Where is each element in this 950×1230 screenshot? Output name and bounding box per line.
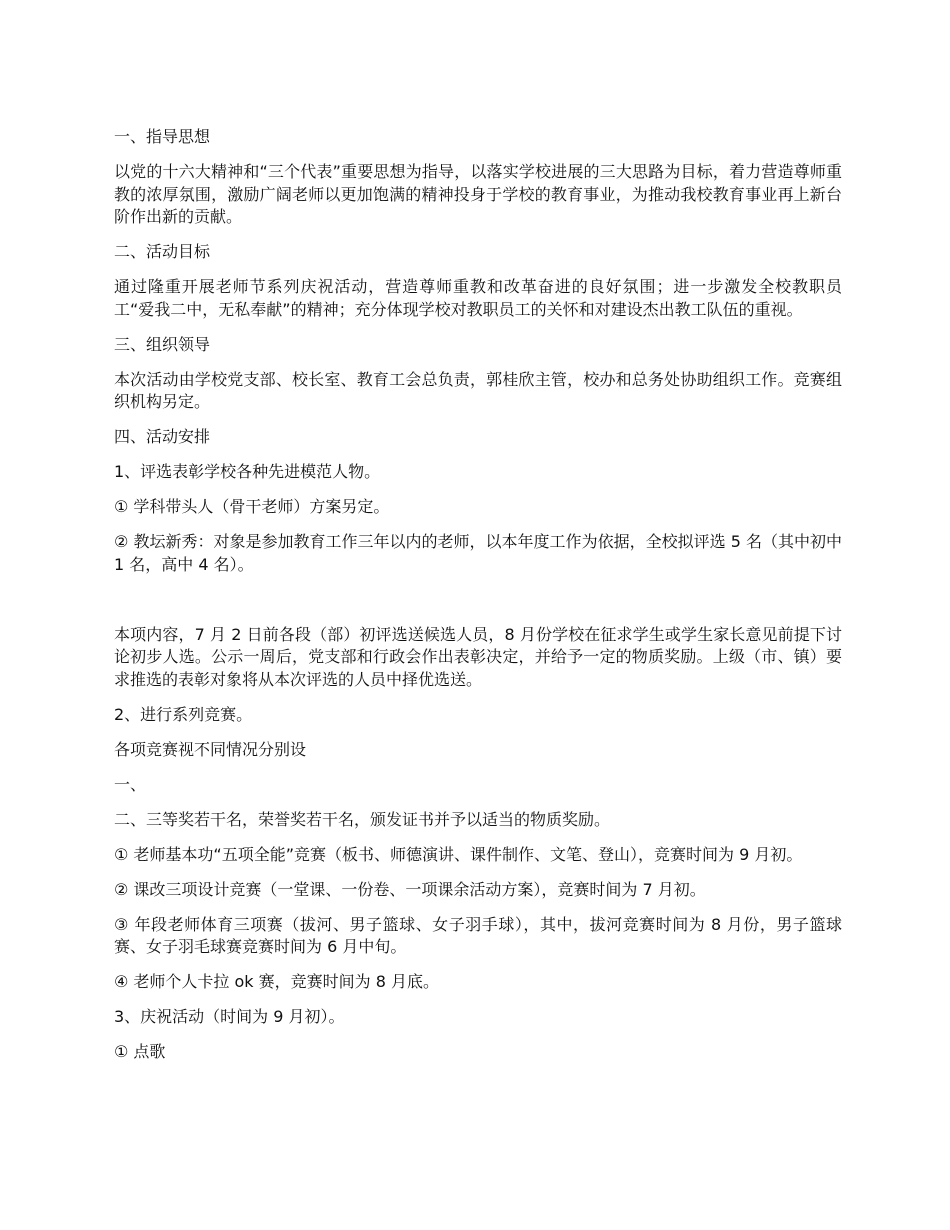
item-curriculum-design-contest: ② 课改三项设计竞赛（一堂课、一份卷、一项课余活动方案），竞赛时间为 7 月初。 (114, 879, 706, 899)
paragraph-activity-goals: 通过隆重开展老师节系列庆祝活动，营造尊师重教和改革奋进的良好氛围；进一步激发全校教职员工“爱我二中，无私奉献”的精神；充分体现学校对教职员工的关怀和对建设杰出教工队伍的重视。 (114, 277, 842, 319)
item-selection-commendation: 1、评选表彰学校各种先进模范人物。 (114, 462, 381, 481)
document-body (114, 126, 842, 1076)
item-basic-skills-contest: ① 老师基本功“五项全能”竞赛（板书、师德演讲、课件制作、文笔、登山），竞赛时间为 9 月初。 (114, 844, 803, 864)
item-song-request: ① 点歌 (114, 1042, 166, 1061)
heading-activity-goals: 二、活动目标 (114, 242, 211, 261)
item-competitions: 2、进行系列竞赛。 (114, 704, 253, 724)
paragraph-competition-awards-intro: 各项竞赛视不同情况分别设 (114, 739, 307, 759)
item-celebration: 3、庆祝活动（时间为 9 月初）。 (114, 1007, 345, 1026)
item-sports-contest: ③ 年段老师体育三项赛（拔河、男子篮球、女子羽手球），其中，拔河竞赛时间为 8 月份，男子篮球赛、女子羽毛球赛竞赛时间为 6 月中旬。 (114, 914, 842, 956)
paragraph-gap (114, 589, 842, 624)
item-subject-leader: ① 学科带头人（骨干老师）方案另定。 (114, 497, 390, 516)
heading-organization: 三、组织领导 (114, 334, 211, 354)
heading-guiding-ideology: 一、指导思想 (114, 127, 211, 146)
paragraph-guiding-ideology: 以党的十六大精神和“三个代表”重要思想为指导，以落实学校进展的三大思路为目标，着力营造尊师重教的浓厚氛围，激励广阔老师以更加饱满的精神投身于学校的教育事业，为推动我校教育事业再上新台阶作出新的贡献。 (114, 162, 842, 226)
paragraph-selection-process: 本项内容，7 月 2 日前各段（部）初评选送候选人员，8 月份学校在征求学生或学生家长意见前提下讨论初步人选。公示一周后，党支部和行政会作出表彰决定，并给予一定的物质奖励。上级（市、镇）要求推选的表彰对象将从本次评选的人员中择优选送。 (114, 624, 842, 689)
item-karaoke-contest: ④ 老师个人卡拉 ok 赛，竞赛时间为 8 月底。 (114, 972, 440, 991)
paragraph-other-prizes: 二、三等奖若干名，荣誉奖若干名，颁发证书并予以适当的物质奖励。 (114, 809, 611, 829)
paragraph-organization: 本次活动由学校党支部、校长室、教育工会总负责，郭桂欣主管，校办和总务处协助组织工作。竞赛组织机构另定。 (114, 369, 842, 411)
heading-activity-arrangement: 四、活动安排 (114, 427, 211, 446)
item-teaching-newcomer: ② 教坛新秀：对象是参加教育工作三年以内的老师，以本年度工作为依据，全校拟评选 5 名（其中初中 1 名，高中 4 名）。 (114, 532, 842, 574)
paragraph-first-prize: 一、 (114, 774, 147, 794)
